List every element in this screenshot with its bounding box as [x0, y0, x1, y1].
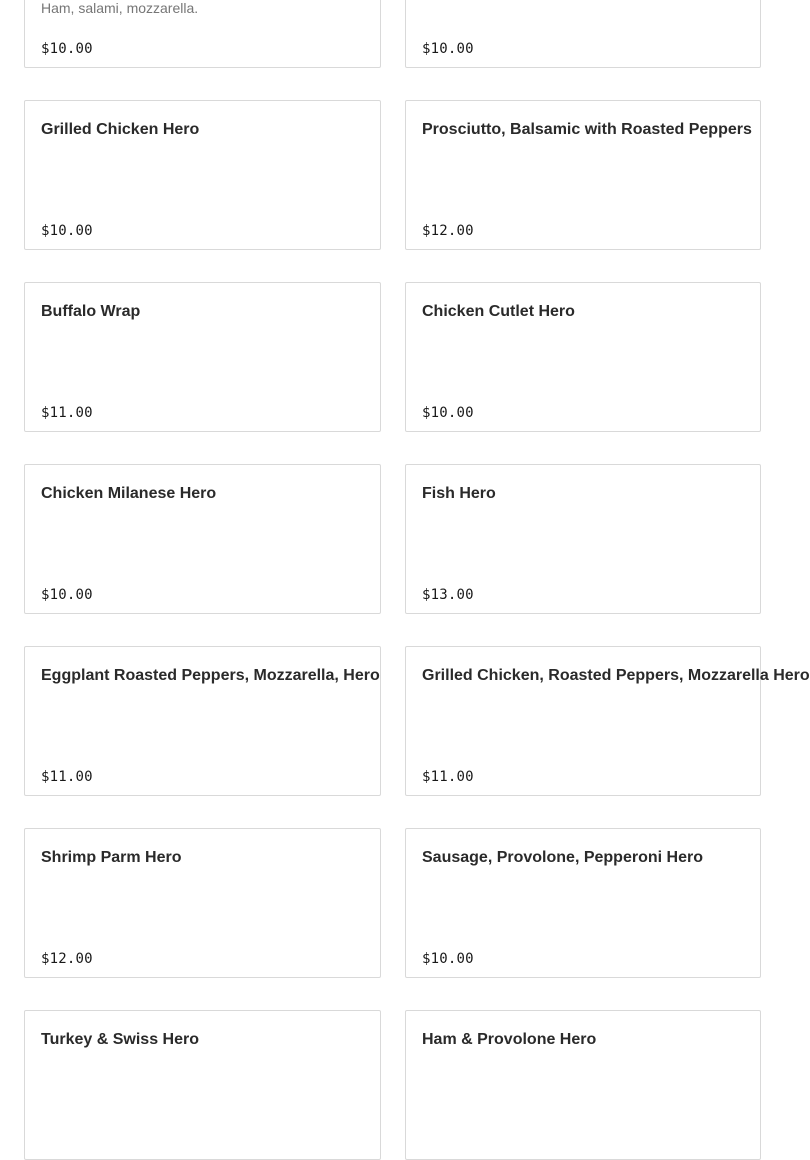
menu-item-price: $12.00	[41, 951, 93, 967]
menu-item-name: Fish Hero	[422, 485, 496, 502]
menu-item-name: Chicken Milanese Hero	[41, 485, 217, 502]
menu-item-name: Grilled Chicken Hero	[41, 121, 200, 138]
menu-item-price: $13.00	[422, 587, 474, 603]
menu-item-price: $11.00	[41, 769, 93, 785]
menu-item-price: $10.00	[422, 41, 474, 57]
menu-item-name: Ham & Provolone Hero	[422, 1031, 597, 1048]
menu-item-name: Eggplant Roasted Peppers, Mozzarella, Hero	[41, 667, 380, 684]
menu-item-card[interactable]	[405, 282, 761, 432]
menu-item-price: $10.00	[41, 41, 93, 57]
menu-item-card[interactable]	[405, 100, 761, 250]
menu-item-name: Shrimp Parm Hero	[41, 849, 182, 866]
menu-item-card[interactable]	[405, 646, 810, 796]
menu-item-price: $10.00	[422, 951, 474, 967]
menu-item-name: Grilled Chicken, Roasted Peppers, Mozzarella Hero	[422, 667, 810, 684]
menu-item-card[interactable]	[405, 828, 761, 978]
menu-item-card[interactable]	[24, 464, 381, 614]
menu-item-card[interactable]	[405, 0, 761, 68]
menu-item-description: Ham, salami, mozzarella.	[41, 0, 199, 16]
menu-item-price: $12.00	[422, 223, 474, 239]
menu-item-grid	[24, 0, 810, 1160]
menu-item-name: Prosciutto, Balsamic with Roasted Peppers	[422, 121, 752, 138]
menu-item-card[interactable]	[405, 464, 761, 614]
menu-item-card[interactable]	[24, 828, 381, 978]
menu-item-card[interactable]	[24, 0, 381, 68]
menu-item-price: $10.00	[41, 223, 93, 239]
menu-item-card[interactable]	[24, 1010, 381, 1160]
menu-item-name: Chicken Cutlet Hero	[422, 303, 575, 320]
menu-item-name: Sausage, Provolone, Pepperoni Hero	[422, 849, 703, 866]
menu-item-card[interactable]	[405, 1010, 761, 1160]
menu-item-price: $11.00	[41, 405, 93, 421]
menu-item-price: $11.00	[422, 769, 474, 785]
menu-item-name: Turkey & Swiss Hero	[41, 1031, 199, 1048]
menu-item-name: Buffalo Wrap	[41, 303, 141, 320]
menu-item-card[interactable]	[24, 100, 381, 250]
menu-item-price: $10.00	[41, 587, 93, 603]
menu-item-card[interactable]	[24, 282, 381, 432]
menu-item-card[interactable]	[24, 646, 381, 796]
menu-item-price: $10.00	[422, 405, 474, 421]
